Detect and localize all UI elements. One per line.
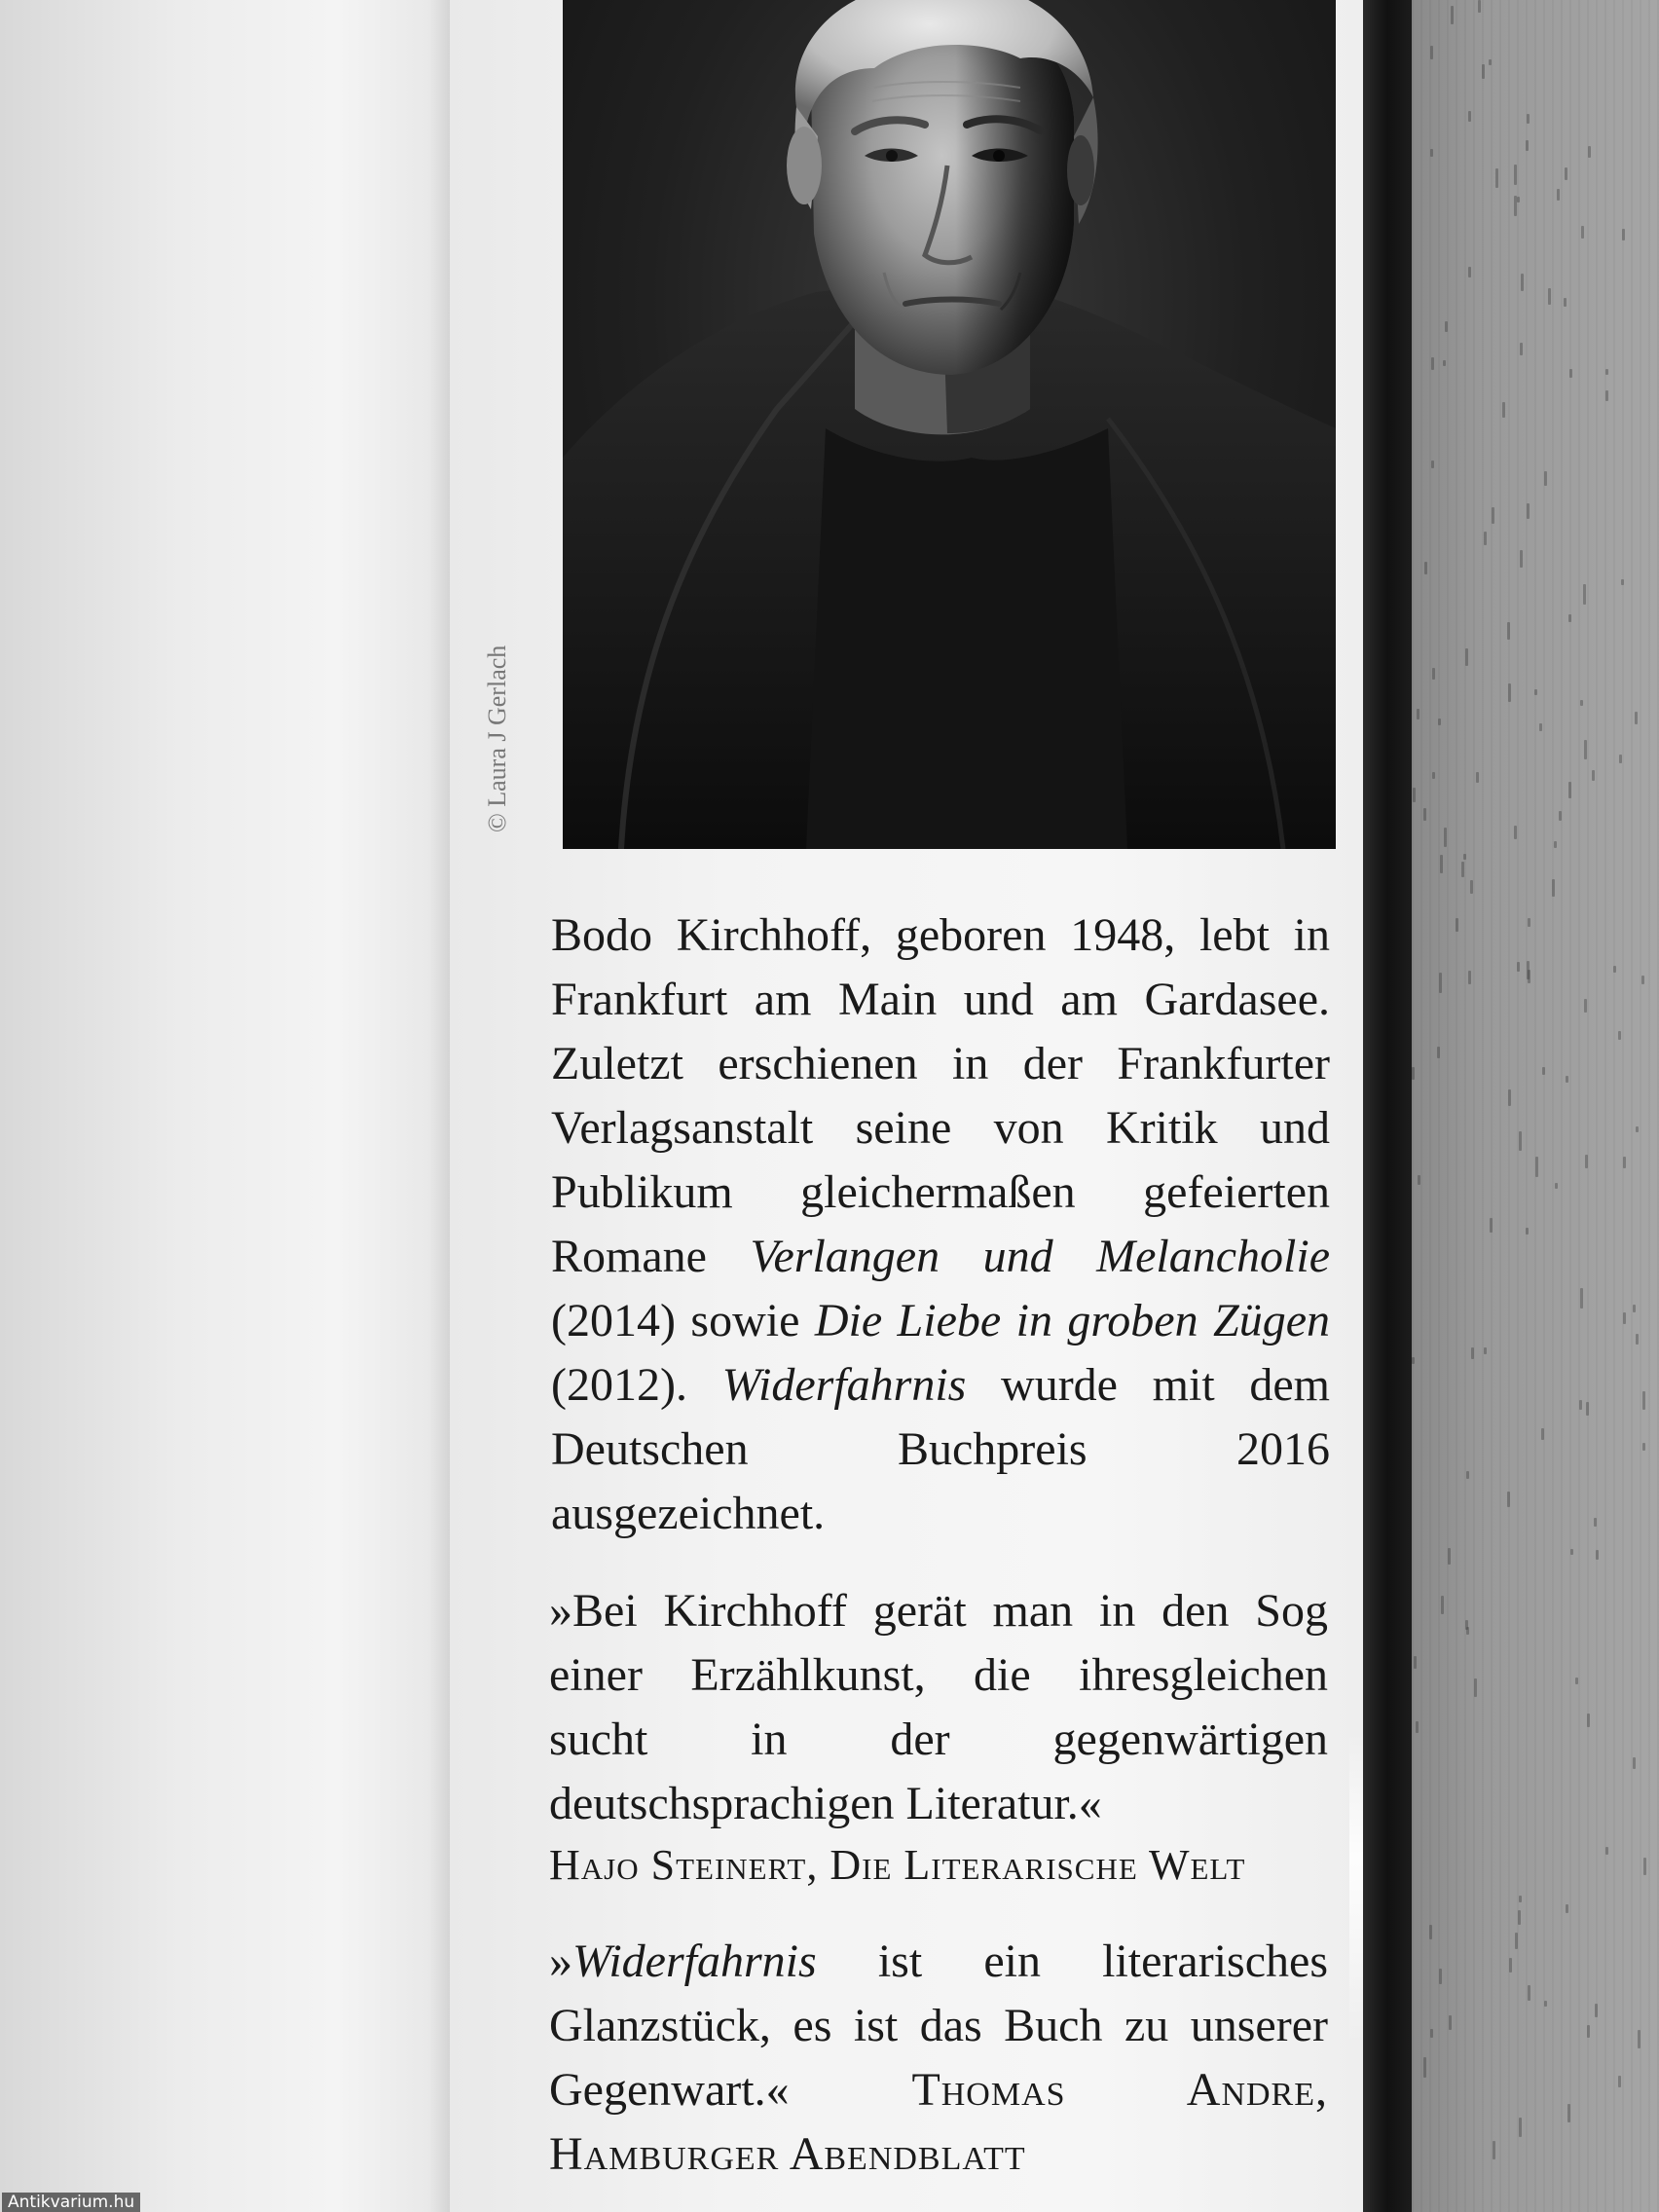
surface-speck — [1518, 1910, 1521, 1925]
surface-speck — [1642, 1443, 1645, 1451]
book-title: Die Liebe in groben Zügen — [814, 1295, 1331, 1346]
surface-speck — [1468, 267, 1471, 277]
surface-speck — [1468, 971, 1471, 984]
surface-speck — [1519, 1896, 1522, 1902]
press-quote — [549, 1579, 1328, 1836]
author-biography — [551, 903, 1330, 1546]
surface-speck — [1605, 390, 1608, 401]
surface-speck — [1431, 461, 1434, 468]
surface-speck — [1508, 683, 1511, 702]
surface-speck — [1527, 503, 1530, 519]
surface-speck — [1437, 1047, 1440, 1058]
surface-speck — [1490, 1218, 1493, 1233]
surface-speck — [1423, 808, 1426, 821]
surface-speck — [1584, 999, 1587, 1013]
surface-speck — [1564, 298, 1567, 307]
surface-speck — [1566, 1904, 1568, 1913]
surface-speck — [1517, 197, 1520, 203]
author-portrait — [563, 0, 1336, 849]
background-surface — [1412, 0, 1659, 2212]
surface-speck — [1431, 357, 1434, 370]
surface-speck — [1623, 1312, 1626, 1324]
surface-speck — [1552, 879, 1555, 897]
surface-speck — [1514, 196, 1517, 216]
surface-speck — [1635, 712, 1638, 724]
surface-speck — [1557, 189, 1560, 201]
surface-speck — [1418, 1175, 1420, 1185]
bio-text: (2012). — [551, 1359, 722, 1411]
surface-speck — [1618, 2076, 1621, 2087]
surface-speck — [1474, 1678, 1477, 1697]
surface-speck — [1527, 114, 1530, 124]
surface-speck — [1583, 584, 1586, 605]
surface-speck — [1567, 2104, 1570, 2122]
book-title: Widerfahrnis — [572, 1936, 817, 1987]
surface-speck — [1430, 149, 1433, 157]
surface-speck — [1569, 369, 1572, 378]
surface-speck — [1613, 966, 1616, 973]
surface-speck — [1449, 2015, 1452, 2030]
surface-speck — [1619, 755, 1622, 763]
surface-speck — [1596, 1550, 1599, 1560]
surface-speck — [1580, 700, 1583, 706]
surface-speck — [1493, 2141, 1495, 2159]
surface-speck — [1456, 918, 1458, 932]
surface-speck — [1592, 770, 1595, 781]
surface-speck — [1636, 1334, 1639, 1345]
surface-speck — [1565, 167, 1567, 180]
surface-speck — [1439, 1969, 1442, 1984]
surface-speck — [1507, 1492, 1510, 1507]
surface-speck — [1502, 402, 1505, 418]
quote-text: »Bei Kirchhoff gerät man in den Sog einer Erzählkunst, die ihresgleichen sucht in der gegenwärtigen deutschsprachigen Literatur.« — [549, 1585, 1328, 1829]
surface-speck — [1445, 321, 1448, 332]
surface-speck — [1587, 1714, 1590, 1727]
surface-speck — [1508, 1089, 1511, 1106]
surface-speck — [1585, 1155, 1588, 1168]
surface-speck — [1465, 648, 1468, 666]
surface-speck — [1642, 1391, 1645, 1410]
surface-speck — [1438, 719, 1441, 725]
surface-speck — [1484, 1347, 1487, 1354]
surface-speck — [1417, 709, 1419, 719]
surface-speck — [1581, 226, 1584, 239]
surface-speck — [1588, 146, 1591, 158]
surface-speck — [1412, 1067, 1415, 1080]
photo-credit: © Laura J Gerlach — [483, 645, 511, 832]
surface-speck — [1638, 2030, 1641, 2048]
surface-speck — [1430, 2029, 1433, 2038]
bio-text: (2014) sowie — [551, 1295, 815, 1346]
surface-speck — [1618, 1031, 1621, 1040]
glare — [1349, 1733, 1363, 2045]
surface-speck — [1444, 828, 1447, 847]
surface-speck — [1526, 1228, 1529, 1235]
surface-speck — [1586, 1402, 1589, 1416]
surface-speck — [1643, 1858, 1646, 1875]
surface-speck — [1416, 1721, 1419, 1733]
surface-speck — [1528, 970, 1530, 983]
surface-speck — [1580, 1288, 1583, 1309]
surface-speck — [1534, 689, 1537, 695]
surface-speck — [1461, 862, 1464, 877]
surface-speck — [1448, 1548, 1451, 1565]
surface-speck — [1568, 614, 1571, 622]
surface-speck — [1507, 622, 1510, 640]
surface-speck — [1471, 1347, 1474, 1359]
surface-speck — [1432, 668, 1435, 680]
quote-open: » — [549, 1936, 572, 1987]
surface-speck — [1423, 2057, 1426, 2078]
surface-speck — [1566, 1076, 1568, 1083]
surface-speck — [1622, 229, 1625, 240]
surface-speck — [1559, 811, 1562, 821]
surface-speck — [1541, 1428, 1544, 1440]
quote-text: ist ein literarisches Glanzstück, es ist das Buch zu unserer Gegenwart.« — [549, 1936, 1328, 2116]
surface-speck — [1509, 1958, 1512, 1972]
surface-speck — [1484, 532, 1487, 545]
surface-speck — [1544, 471, 1547, 486]
surface-speck — [1544, 2001, 1547, 2007]
surface-speck — [1519, 2118, 1522, 2137]
surface-speck — [1633, 1305, 1636, 1312]
surface-speck — [1514, 165, 1517, 185]
surface-speck — [1623, 1157, 1626, 1168]
jacket-edge — [1363, 0, 1412, 2212]
surface-speck — [1575, 1677, 1578, 1684]
surface-speck — [1584, 740, 1587, 759]
surface-speck — [1595, 2004, 1598, 2017]
surface-speck — [1519, 1131, 1522, 1151]
surface-speck — [1429, 1925, 1432, 1939]
surface-speck — [1528, 1985, 1530, 2001]
surface-speck — [1621, 579, 1624, 585]
surface-speck — [1412, 1357, 1415, 1364]
portrait-illustration — [563, 0, 1336, 849]
surface-speck — [1514, 826, 1517, 839]
surface-speck — [1636, 1126, 1639, 1132]
book-title: Widerfahrnis — [721, 1359, 967, 1411]
surface-speck — [1568, 782, 1571, 798]
surface-speck — [1520, 550, 1523, 568]
page-shadow — [428, 0, 450, 2212]
surface-speck — [1535, 1157, 1538, 1177]
surface-speck — [1441, 1596, 1444, 1614]
surface-speck — [1605, 369, 1608, 375]
surface-speck — [1579, 1400, 1582, 1410]
surface-speck — [1548, 288, 1551, 305]
surface-speck — [1468, 111, 1471, 122]
surface-speck — [1439, 973, 1442, 993]
surface-speck — [1641, 976, 1644, 984]
surface-speck — [1528, 918, 1530, 927]
surface-speck — [1587, 2025, 1590, 2038]
surface-speck — [1633, 1757, 1636, 1769]
surface-speck — [1476, 772, 1479, 783]
surface-speck — [1443, 360, 1446, 366]
surface-speck — [1594, 1518, 1597, 1527]
surface-speck — [1605, 1847, 1608, 1855]
left-page — [0, 0, 450, 2212]
surface-speck — [1515, 1933, 1518, 1949]
surface-speck — [1432, 772, 1435, 779]
surface-speck — [1463, 854, 1466, 860]
surface-speck — [1414, 1656, 1417, 1669]
surface-speck — [1466, 1471, 1469, 1479]
surface-speck — [1554, 841, 1557, 848]
surface-speck — [1570, 1549, 1573, 1555]
surface-speck — [1520, 343, 1523, 355]
bio-text: wurde mit dem Deutschen Buchpreis 2016 ausgezeichnet. — [551, 1359, 1330, 1539]
surface-speck — [1413, 788, 1416, 802]
surface-speck — [1440, 855, 1443, 873]
surface-speck — [1542, 1067, 1545, 1075]
surface-speck — [1482, 64, 1485, 79]
surface-speck — [1539, 723, 1542, 731]
surface-speck — [1465, 1620, 1468, 1630]
surface-speck — [1478, 0, 1481, 13]
quote-attribution: Thomas Andre, Hamburger Abendblatt — [549, 2064, 1328, 2180]
press-quote — [549, 1930, 1328, 2187]
surface-speck — [1451, 6, 1454, 24]
book-title: Verlangen und Melancholie — [750, 1231, 1330, 1282]
surface-speck — [1489, 59, 1492, 65]
surface-speck — [1492, 507, 1494, 524]
surface-speck — [1424, 562, 1427, 574]
surface-speck — [1430, 46, 1433, 59]
surface-speck — [1555, 1183, 1558, 1189]
surface-speck — [1517, 962, 1520, 972]
surface-speck — [1470, 880, 1473, 894]
quote-attribution: Hajo Steinert, Die Literarische Welt — [549, 1841, 1246, 1889]
surface-speck — [1495, 168, 1498, 188]
surface-speck — [1521, 274, 1524, 291]
bio-text: Bodo Kirchhoff, geboren 1948, lebt in Frankfurt am Main und am Gardasee. Zuletzt erschienen in der Frankfurter Verlagsanstalt seine von Kritik und Publikum gleichermaßen gefeierten Romane — [551, 909, 1330, 1282]
watermark: Antikvarium.hu — [2, 2193, 140, 2212]
surface-speck — [1526, 140, 1529, 151]
